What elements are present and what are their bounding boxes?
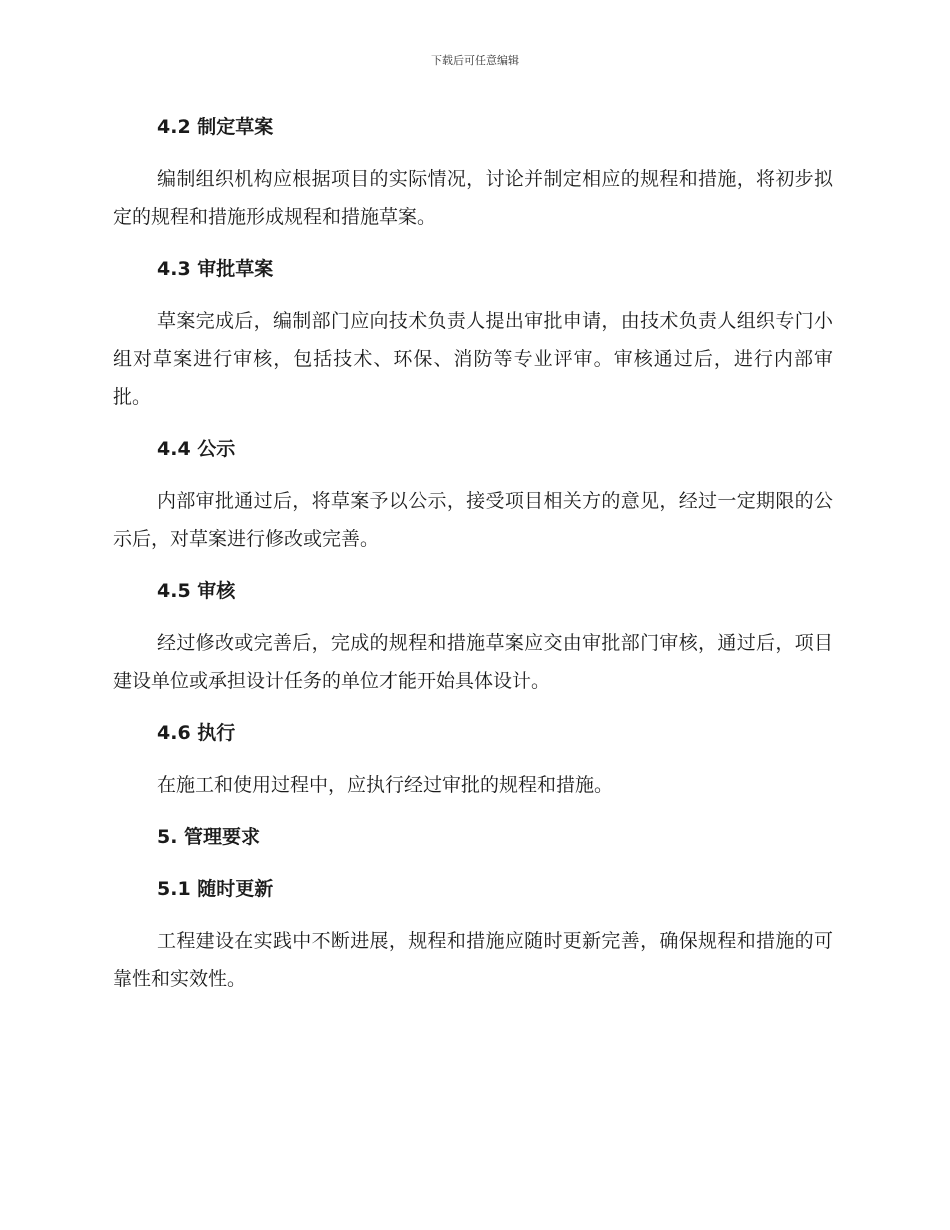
section-paragraph-4-5: 经过修改或完善后，完成的规程和措施草案应交由审批部门审核，通过后，项目建设单位或承担设计任务的单位才能开始具体设计。 [113,632,833,692]
spacer [113,236,833,250]
section-paragraph-4-2: 编制组织机构应根据项目的实际情况，讨论并制定相应的规程和措施，将初步拟定的规程和措施形成规程和措施草案。 [113,168,833,228]
section-heading-4-5: 4.5 审核 [157,580,236,602]
section-heading-4-6: 4.6 执行 [157,722,236,744]
section-paragraph-4-4: 内部审批通过后，将草案予以公示，接受项目相关方的意见，经过一定期限的公示后，对草案进行修改或完善。 [113,490,833,550]
document-body [113,108,833,998]
spacer [113,752,833,766]
spacer [113,908,833,922]
spacer [113,558,833,572]
spacer [113,610,833,624]
spacer [113,856,833,870]
section-heading-5: 5. 管理要求 [157,826,261,848]
spacer [113,700,833,714]
spacer [113,146,833,160]
spacer [113,804,833,818]
header-note: 下载后可任意编辑 [431,54,519,67]
section-paragraph-4-6: 在施工和使用过程中，应执行经过审批的规程和措施。 [157,774,614,796]
section-heading-4-2: 4.2 制定草案 [157,116,274,138]
section-heading-4-3: 4.3 审批草案 [157,258,274,280]
section-paragraph-4-3: 草案完成后，编制部门应向技术负责人提出审批申请，由技术负责人组织专门小组对草案进行审核，包括技术、环保、消防等专业评审。审核通过后，进行内部审批。 [113,310,833,408]
section-heading-5-1: 5.1 随时更新 [157,878,274,900]
section-heading-4-4: 4.4 公示 [157,438,236,460]
spacer [113,416,833,430]
spacer [113,288,833,302]
spacer [113,468,833,482]
section-paragraph-5-1: 工程建设在实践中不断进展，规程和措施应随时更新完善，确保规程和措施的可靠性和实效性。 [113,930,833,990]
